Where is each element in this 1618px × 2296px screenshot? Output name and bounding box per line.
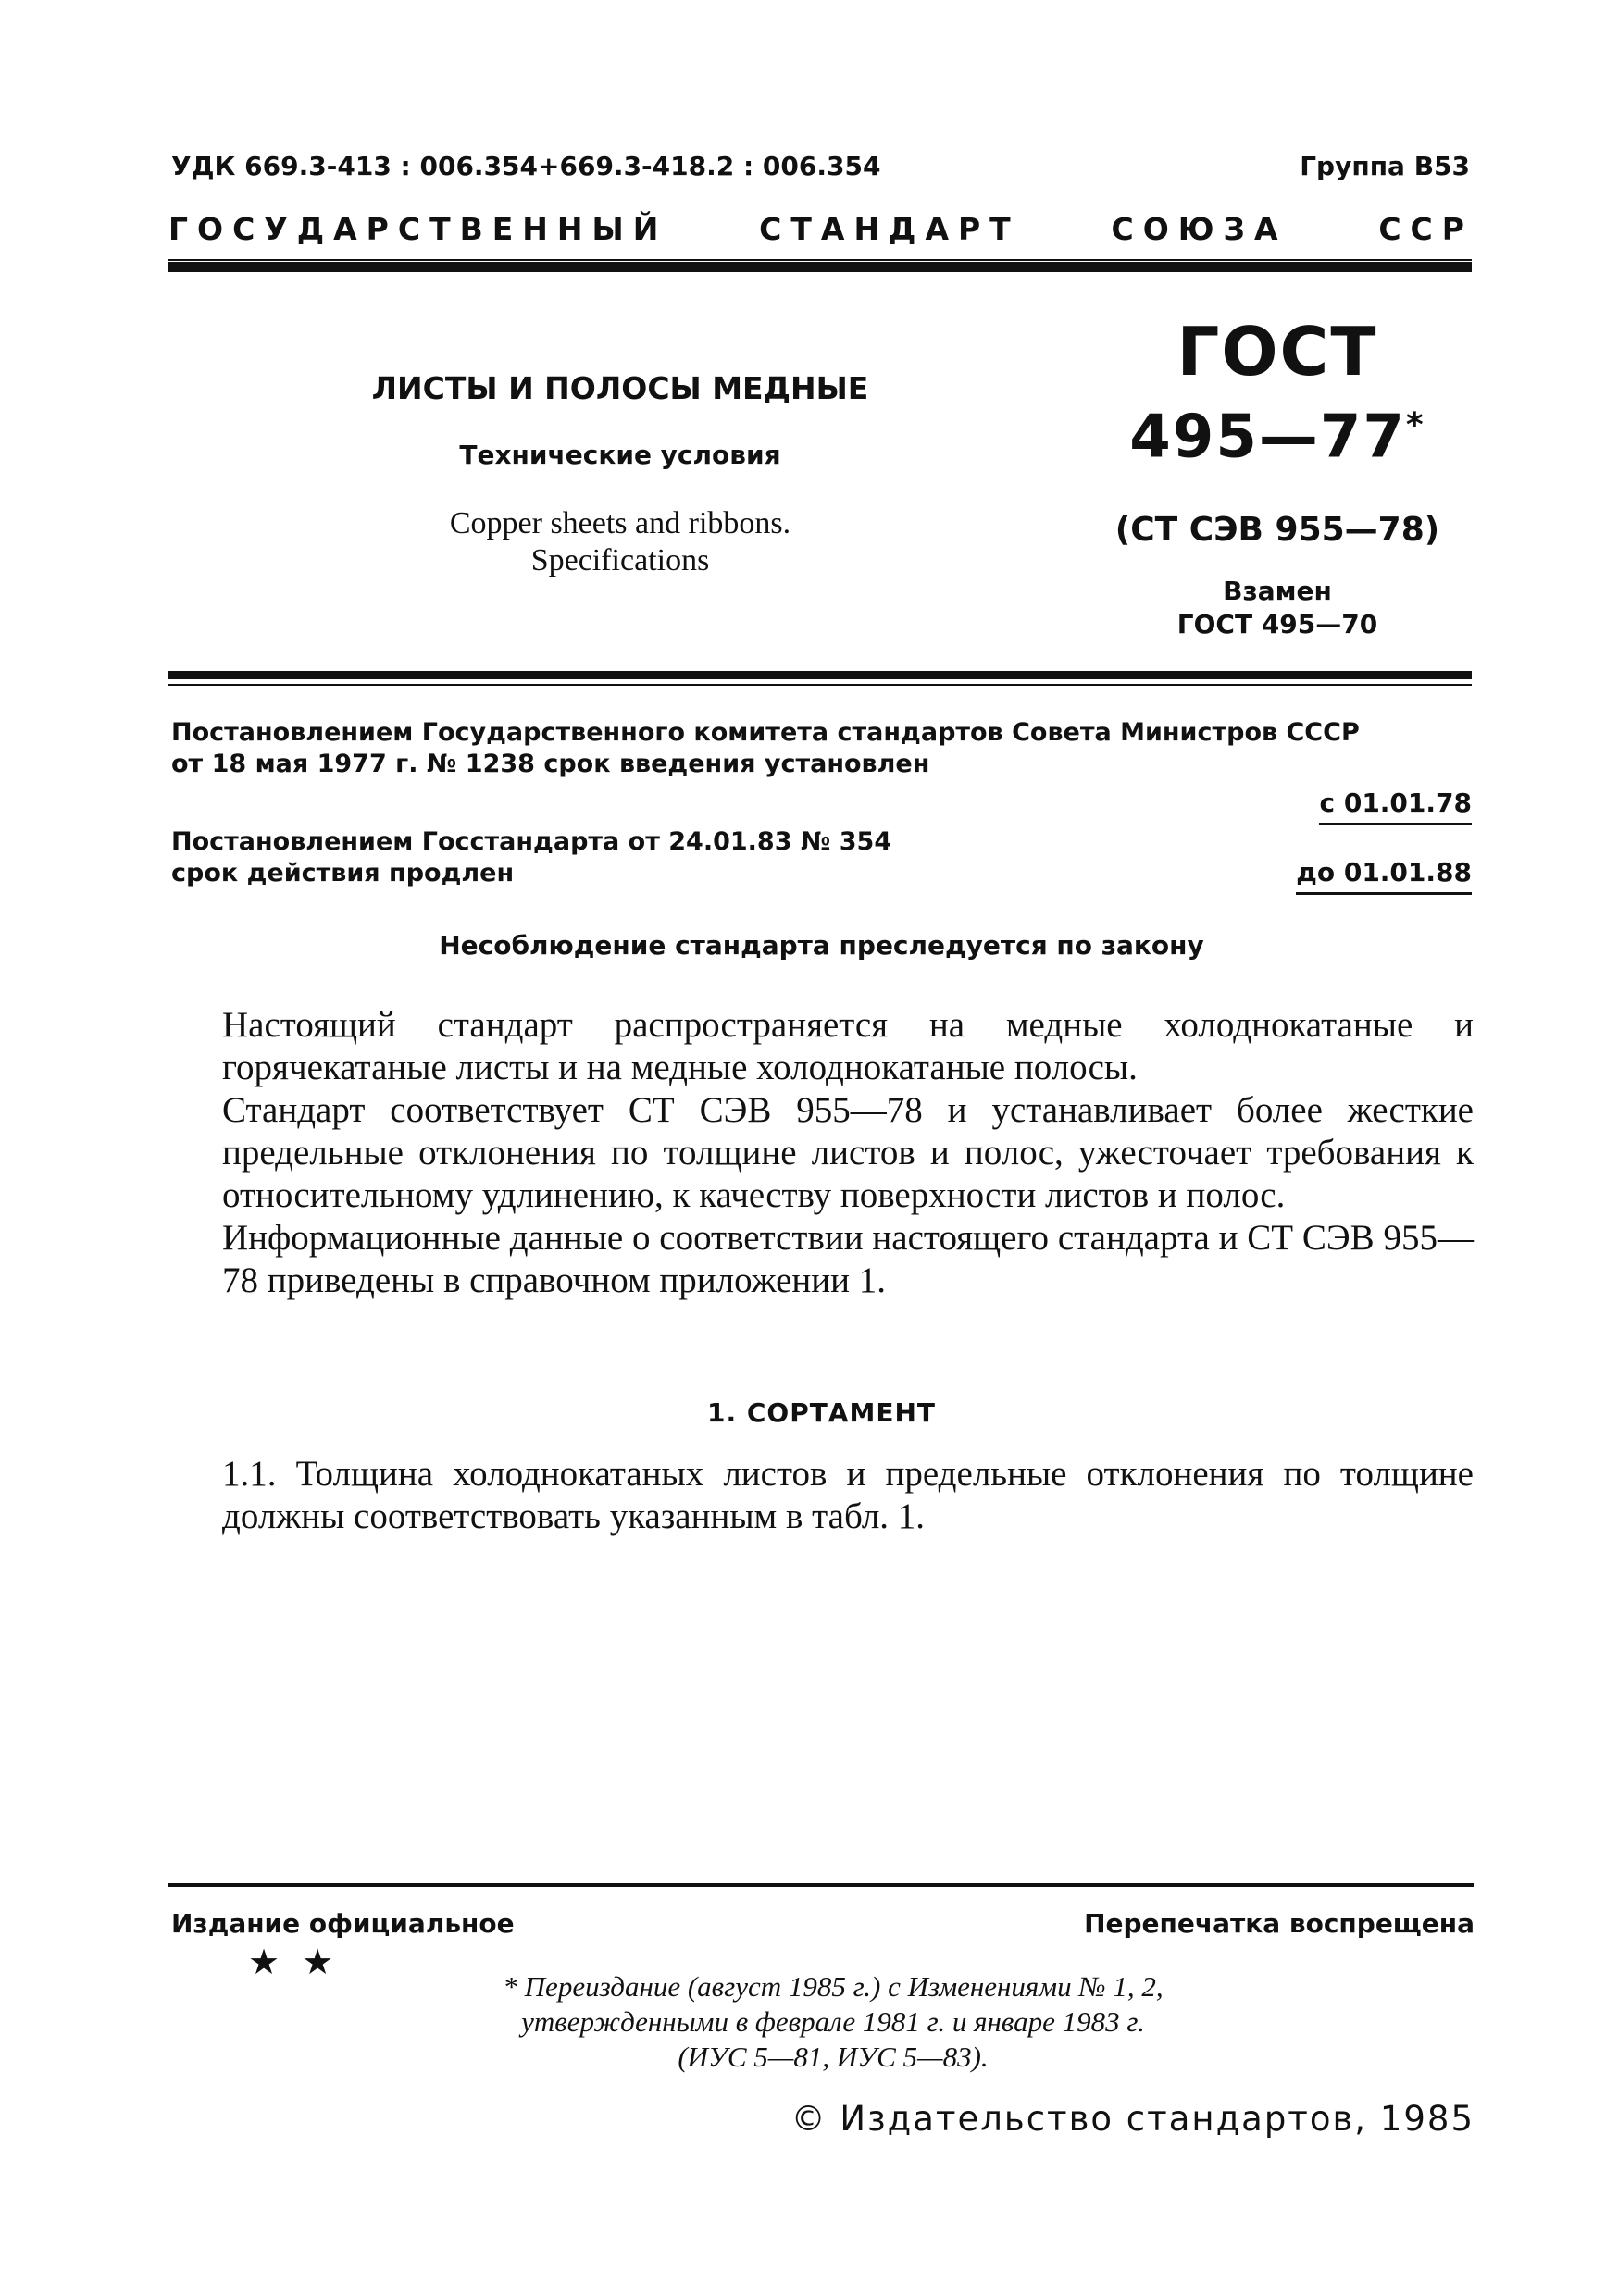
footer-rule <box>168 1883 1474 1887</box>
english-title-line-2: Specifications <box>530 543 710 577</box>
reissue-note <box>380 1969 1287 2075</box>
intro-paragraph: Информационные данные о соответствии настоящего стандарта и СТ СЭВ 955—78 приведены в справочном приложении 1. <box>222 1218 1474 1300</box>
english-title-line-1: Copper sheets and ribbons. <box>449 506 791 540</box>
intro-paragraph: Настоящий стандарт распространяется на медные холоднокатаные и горячекатаные листы и на медные холоднокатаные полосы. <box>222 1005 1474 1087</box>
banner-word: ССР <box>1378 211 1474 247</box>
gost-label: ГОСТ <box>1176 313 1378 391</box>
decree-line-1: Постановлением Государственного комитета стандартов Совета Министров СССР <box>171 718 1360 747</box>
section-paragraph: 1.1. Толщина холоднокатаных листов и предельные отклонения по толщине должны соответствовать указанным в табл. 1. <box>222 1454 1474 1536</box>
star-mark-icon: ★ ★ <box>248 1942 340 1982</box>
note-line: * Переиздание (август 1985 г.) с Изменениями № 1, 2, <box>503 1970 1164 2003</box>
official-edition: Издание официальное <box>171 1908 515 1939</box>
replaces-value: ГОСТ 495—70 <box>1176 609 1378 640</box>
state-standard-banner <box>168 211 1474 247</box>
mid-rule-thin <box>168 684 1472 686</box>
title-block <box>278 370 963 579</box>
document-subtitle: Технические условия <box>459 440 781 470</box>
decree-line-2: от 18 мая 1977 г. № 1238 срок введения установлен <box>171 750 930 778</box>
intro-text <box>222 1004 1474 1302</box>
banner-word: ГОСУДАРСТВЕННЫЙ <box>168 211 668 247</box>
intro-paragraph: Стандарт соответствует СТ СЭВ 955—78 и устанавливает более жесткие предельные отклонения по толщине листов и полос, ужесточает требования к относительному удлинению, к качеству поверхности листов и полос. <box>222 1090 1474 1215</box>
mid-rule-thick <box>168 671 1472 679</box>
note-line: (ИУС 5—81, ИУС 5—83). <box>678 2041 989 2073</box>
banner-word: СТАНДАРТ <box>759 211 1020 247</box>
legal-warning: Несоблюдение стандарта преследуется по закону <box>439 930 1204 961</box>
replaces-label: Взамен <box>1223 576 1332 607</box>
gost-number: 495—77* <box>1129 403 1425 472</box>
extension-line-1: Постановлением Госстандарта от 24.01.83 № 354 <box>171 827 892 856</box>
udk-code: УДК 669.3-413 : 006.354+669.3-418.2 : 006.354 <box>171 151 881 181</box>
end-date: до 01.01.88 <box>1296 857 1472 895</box>
extension-line-2: срок действия продлен <box>171 859 515 887</box>
section-text <box>222 1453 1474 1538</box>
copyright: © Издательство стандартов, 1985 <box>790 2099 1475 2139</box>
header-rule-thick <box>168 262 1472 272</box>
note-line: утвержденными в феврале 1981 г. и январе 1983 г. <box>521 2005 1145 2038</box>
gost-designation <box>1074 315 1481 641</box>
reissue-star: * <box>1405 406 1425 444</box>
classification-group: Группа В53 <box>1300 151 1470 181</box>
reprint-prohibited: Перепечатка воспрещена <box>1084 1908 1475 1939</box>
decree-block <box>171 717 1472 889</box>
document-title: ЛИСТЫ И ПОЛОСЫ МЕДНЫЕ <box>371 370 869 406</box>
section-title: 1. СОРТАМЕНТ <box>706 1397 937 1428</box>
header-rule-thin <box>168 259 1472 261</box>
start-date: с 01.01.78 <box>1319 788 1472 825</box>
sev-reference: (СТ СЭВ 955—78) <box>1114 511 1440 550</box>
banner-word: СОЮЗА <box>1111 211 1288 247</box>
